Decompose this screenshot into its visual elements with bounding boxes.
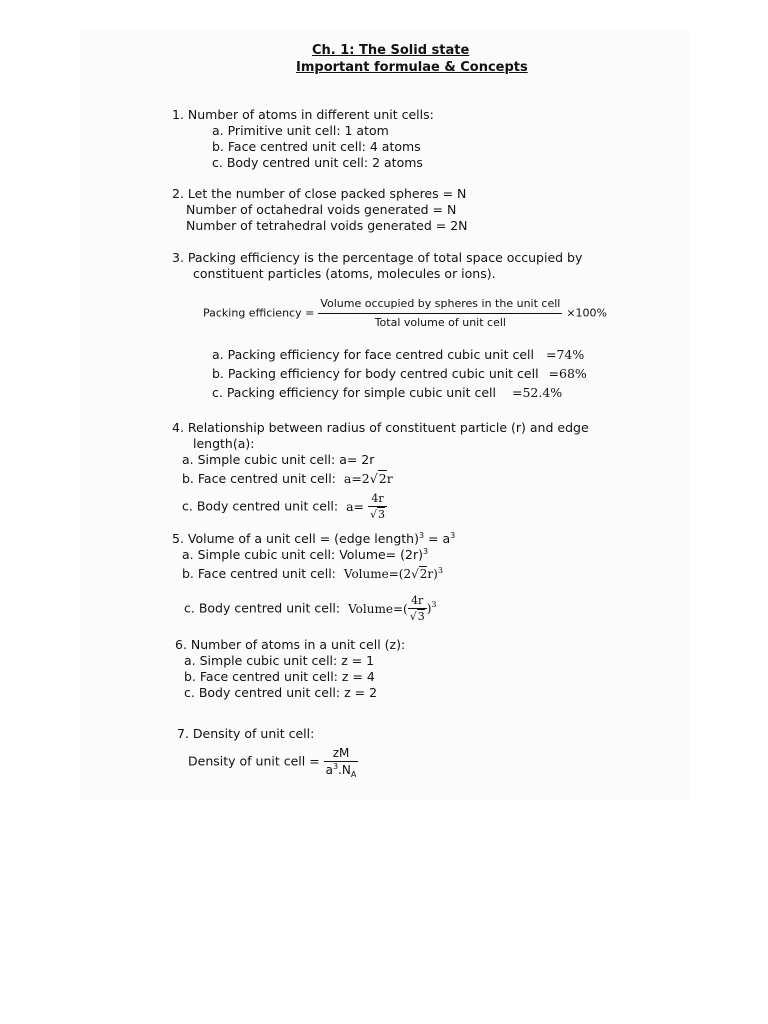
s1-item-a: a. Primitive unit cell: 1 atom bbox=[212, 123, 389, 138]
s3-item-a-value: =74% bbox=[545, 347, 585, 362]
s4-c-numerator: 4r bbox=[368, 492, 387, 507]
s3-line1: 3. Packing efficiency is the percentage of total space occupied by bbox=[172, 250, 583, 265]
s5-heading bbox=[172, 531, 455, 547]
s4-item-b-text: b. Face centred unit cell: bbox=[182, 471, 336, 486]
formula-fraction bbox=[318, 296, 562, 331]
s1-item-c: c. Body centred unit cell: 2 atoms bbox=[212, 155, 423, 170]
density-formula bbox=[188, 746, 358, 777]
s4-b-radicand: 2 bbox=[378, 471, 387, 486]
s5-c-exp: 3 bbox=[431, 600, 437, 609]
s5-b-lhs: Volume=(2 bbox=[343, 567, 412, 581]
formula-denominator: Total volume of unit cell bbox=[374, 316, 506, 329]
s4-item-b-formula: a=2√2r bbox=[343, 471, 393, 486]
s5-heading-exp: 3 bbox=[418, 531, 425, 540]
s4-c-radicand: 3 bbox=[378, 508, 386, 521]
s6-item-a: a. Simple cubic unit cell: z = 1 bbox=[184, 653, 375, 668]
s5-item-a bbox=[182, 547, 428, 563]
s5-heading-rhs: = a bbox=[424, 531, 451, 546]
formula-lhs: Packing efficiency = bbox=[203, 306, 315, 320]
s4-c-denominator: √3 bbox=[370, 508, 386, 521]
s5-heading-text: 5. Volume of a unit cell = (edge length) bbox=[172, 531, 419, 546]
s5-c-lhs: Volume=( bbox=[348, 601, 408, 616]
density-fraction bbox=[324, 746, 359, 777]
s5-item-c bbox=[184, 594, 436, 623]
s3-item-c-text: c. Packing efficiency for simple cubic unit cell bbox=[212, 385, 496, 400]
s3-item-c-value: =52.4% bbox=[511, 385, 563, 400]
density-numerator: zM bbox=[324, 746, 359, 762]
s5-item-b bbox=[182, 566, 443, 582]
s5-c-denominator: √3 bbox=[409, 610, 425, 623]
s5-c-fraction bbox=[408, 594, 427, 623]
density-denominator bbox=[324, 762, 359, 777]
s4-c-fraction bbox=[368, 492, 387, 521]
s2-line1: 2. Let the number of close packed spheres = N bbox=[172, 186, 467, 201]
s1-item-b: b. Face centred unit cell: 4 atoms bbox=[212, 139, 421, 154]
formula-numerator: Volume occupied by spheres in the unit cell bbox=[318, 296, 562, 314]
s4-c-lhs: a= bbox=[346, 498, 365, 514]
s5-c-numerator: 4r bbox=[408, 594, 427, 609]
s4-b-r: r bbox=[386, 471, 393, 486]
s5-item-b-formula: $Volume=(2√2r)^3$ bbox=[343, 566, 443, 581]
s4-item-c-text: c. Body centred unit cell: bbox=[182, 498, 339, 514]
density-den-n: .N bbox=[338, 763, 351, 777]
s5-c-radicand: 3 bbox=[417, 610, 425, 623]
s5-c-tail: ) bbox=[426, 601, 432, 616]
formula-rhs: ×100% bbox=[566, 306, 607, 320]
s4-line1: 4. Relationship between radius of constituent particle (r) and edge bbox=[172, 420, 589, 435]
s2-line2: Number of octahedral voids generated = N bbox=[186, 202, 457, 217]
s5-b-exp: 3 bbox=[437, 566, 443, 575]
s4-item-c bbox=[182, 492, 387, 521]
s6-item-c: c. Body centred unit cell: z = 2 bbox=[184, 685, 378, 700]
s5-b-radicand: 2 bbox=[419, 567, 428, 581]
s4-item-a: a. Simple cubic unit cell: a= 2r bbox=[182, 452, 375, 467]
s7-heading: 7. Density of unit cell: bbox=[177, 726, 315, 741]
s5-item-a-text: a. Simple cubic unit cell: Volume= (2r) bbox=[182, 547, 423, 562]
s5-item-c-text: c. Body centred unit cell: bbox=[184, 600, 341, 616]
s6-heading: 6. Number of atoms in a unit cell (z): bbox=[175, 637, 406, 652]
density-den-a: a bbox=[325, 763, 334, 777]
density-den-sub: A bbox=[350, 770, 357, 779]
s4-line2: length(a): bbox=[193, 436, 255, 451]
s3-line2: constituent particles (atoms, molecules or ions). bbox=[193, 266, 496, 281]
packing-efficiency-formula bbox=[203, 296, 607, 331]
s5-b-tail: r) bbox=[427, 567, 438, 581]
s5-item-b-text: b. Face centred unit cell: bbox=[182, 566, 336, 581]
density-den-exp: 3 bbox=[333, 762, 339, 771]
s3-item-a-text: a. Packing efficiency for face centred cubic unit cell bbox=[212, 347, 534, 362]
s4-item-b bbox=[182, 471, 393, 487]
s3-item-c bbox=[212, 385, 562, 401]
s5-item-a-exp: 3 bbox=[422, 547, 429, 556]
document-subtitle: Important formulae & Concepts bbox=[296, 60, 528, 75]
s4-b-lhs: a=2 bbox=[343, 471, 370, 486]
s3-item-b bbox=[212, 366, 587, 382]
s1-heading: 1. Number of atoms in different unit cells: bbox=[172, 107, 434, 122]
density-lhs: Density of unit cell = bbox=[188, 753, 320, 769]
s2-line3: Number of tetrahedral voids generated = 2N bbox=[186, 218, 468, 233]
s6-item-b: b. Face centred unit cell: z = 4 bbox=[184, 669, 375, 684]
document-title: Ch. 1: The Solid state bbox=[312, 43, 470, 58]
s3-item-a bbox=[212, 347, 584, 363]
s3-item-b-text: b. Packing efficiency for body centred cubic unit cell bbox=[212, 366, 539, 381]
s5-heading-rhs-exp: 3 bbox=[450, 531, 456, 540]
s3-item-b-value: =68% bbox=[548, 366, 587, 381]
